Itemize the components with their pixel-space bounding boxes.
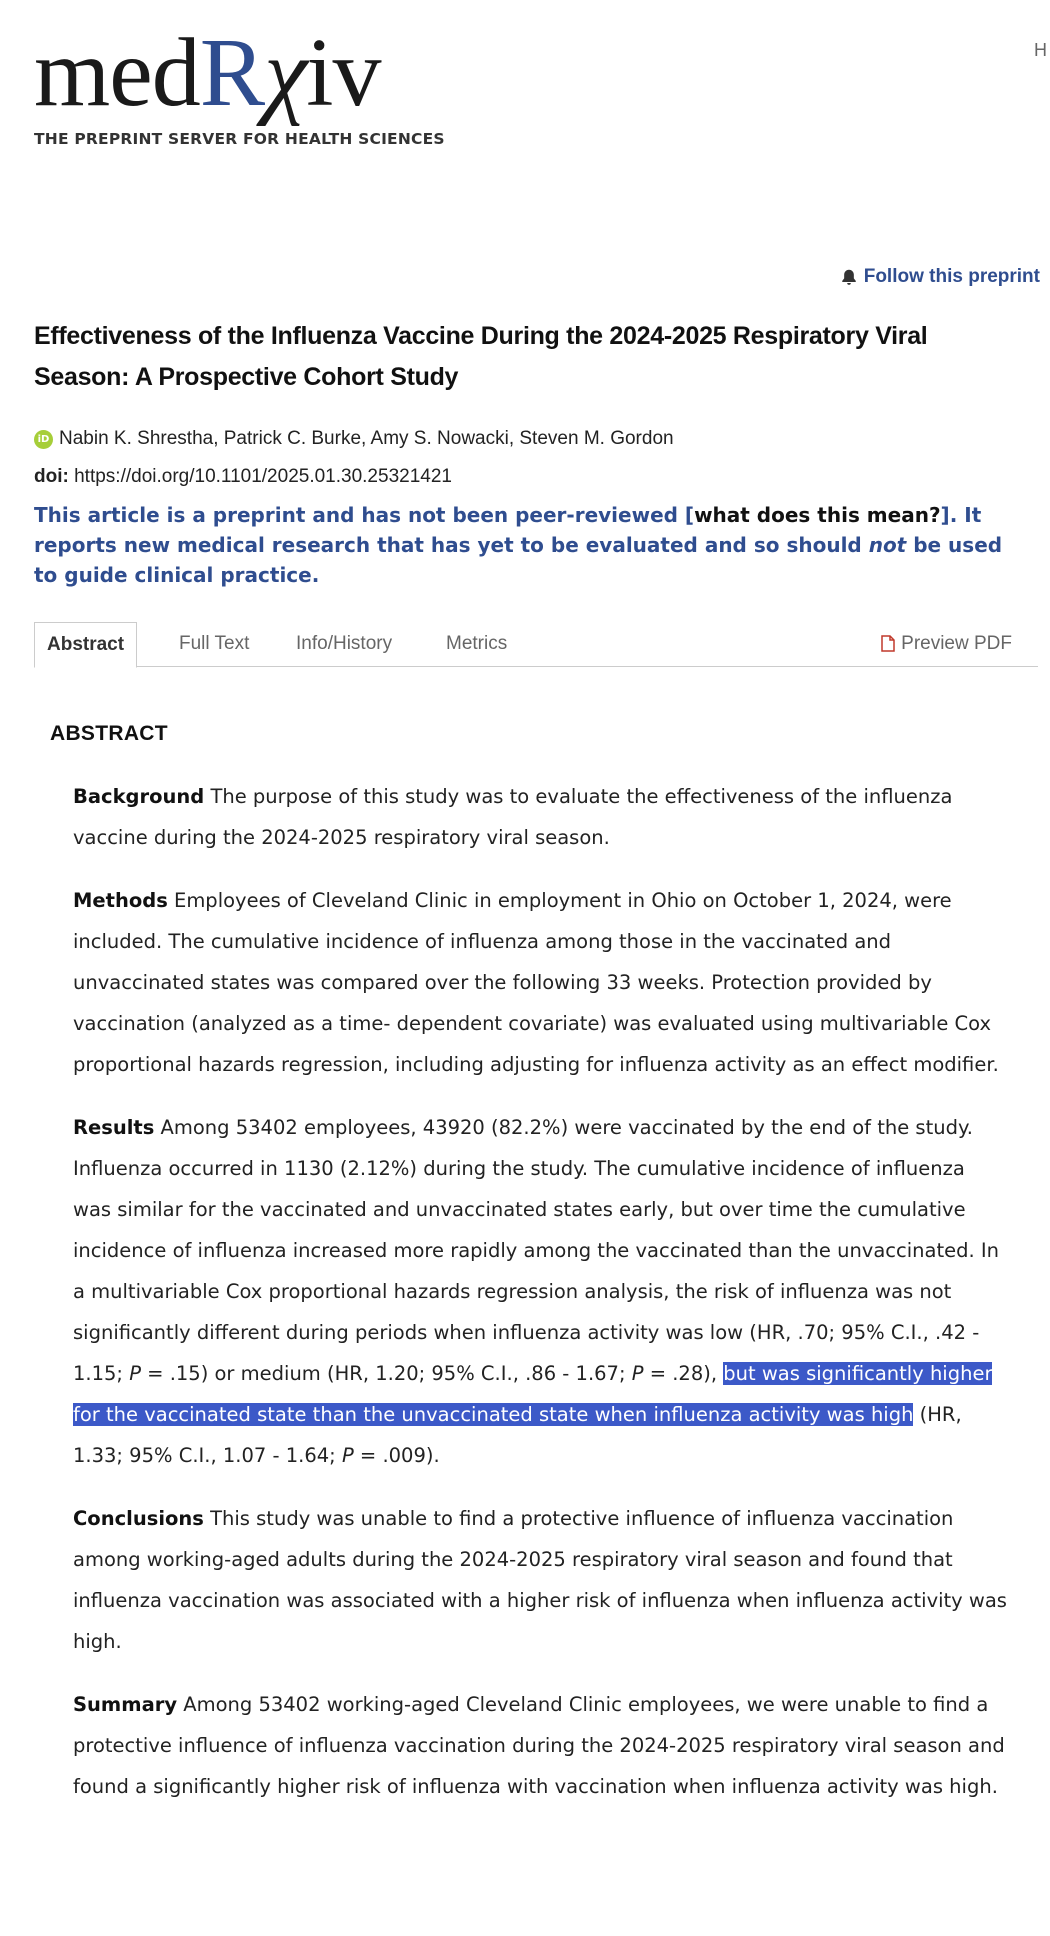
article-title: Effectiveness of the Influenza Vaccine During the 2024-2025 Respiratory Viral Season: A Prospective Cohort Study: [34, 322, 928, 391]
tab-info-history[interactable]: Info/History: [296, 633, 393, 654]
abstract-heading: ABSTRACT: [50, 722, 168, 745]
preprint-notice: This article is a preprint and has not been peer-reviewed [what does this mean?]. It reports new medical research that has yet to be evaluated and so should not be used to guide clinical practice.: [34, 503, 1003, 587]
preview-pdf-label: Preview PDF: [901, 632, 1012, 654]
abstract-summary: Summary Among 53402 working-aged Cleveland Clinic employees, we were unable to find a protective influence of influenza vaccination during the 2024-2025 respiratory viral season and found a significantly higher risk of influenza with vaccination when influenza activity was high.: [73, 1693, 1005, 1798]
tab-metrics[interactable]: Metrics: [446, 633, 508, 654]
follow-label: Follow this preprint: [863, 266, 1040, 287]
tab-full-text[interactable]: Full Text: [179, 633, 250, 654]
header-cut-off-link[interactable]: H: [1034, 40, 1047, 60]
doi-line: [34, 466, 452, 488]
doi-label: doi:: [34, 466, 69, 487]
authors-text[interactable]: Nabin K. Shrestha, Patrick C. Burke, Amy S. Nowacki, Steven M. Gordon: [59, 428, 674, 449]
bell-icon: [840, 268, 858, 286]
site-logo[interactable]: [34, 19, 445, 148]
article-tabs: [34, 622, 1038, 667]
what-does-this-mean-link[interactable]: what does this mean?: [694, 503, 941, 527]
abstract-results: Results Among 53402 employees, 43920 (82.2%) were vaccinated by the end of the study. Influenza occurred in 1130 (2.12%) during the study. The cumulative incidence of influenza was similar for the vaccinated and unvaccinated states early, but over time the cumulative incidence of influenza increased more rapidly among the vaccinated than the unvaccinated. In a multivariable Cox proportional hazards regression analysis, the risk of influenza was not significantly different during periods when influenza activity was low (HR, .70; 95% C.I., .42 - 1.15; P = .15) or medium (HR, 1.20; 95% C.I., .86 - 1.67; P = .28), but was significantly higher for the vaccinated state than the unvaccinated state when influenza activity was high (HR, 1.33; 95% C.I., 1.07 - 1.64; P = .009).: [73, 1116, 999, 1467]
selected-text-highlight: but was significantly higher for the vaccinated state than the unvaccinated state when influenza activity was high: [73, 1362, 993, 1426]
abstract-conclusions: Conclusions This study was unable to find a protective influence of influenza vaccination among working-aged adults during the 2024-2025 respiratory viral season and found that influenza vaccination was associated with a higher risk of influenza when influenza activity was high.: [73, 1507, 1007, 1653]
tab-preview-pdf[interactable]: [881, 622, 1012, 665]
doi-link[interactable]: https://doi.org/10.1101/2025.01.30.25321421: [74, 466, 452, 487]
orcid-icon[interactable]: iD: [34, 430, 53, 449]
abstract-background: Background The purpose of this study was to evaluate the effectiveness of the influenza vaccine during the 2024-2025 respiratory viral season.: [73, 785, 953, 849]
author-list: [34, 428, 674, 450]
tab-abstract[interactable]: Abstract: [34, 622, 137, 668]
abstract-body: [73, 776, 1008, 1829]
abstract-methods: Methods Employees of Cleveland Clinic in employment in Ohio on October 1, 2024, were included. The cumulative incidence of influenza among those in the vaccinated and unvaccinated states was compared over the following 33 weeks. Protection provided by vaccination (analyzed as a time- dependent covariate) was evaluated using multivariable Cox proportional hazards regression, including adjusting for influenza activity as an effect modifier.: [73, 889, 999, 1076]
follow-preprint-link[interactable]: [840, 266, 1040, 288]
logo-wordmark: medRχiv: [34, 19, 381, 127]
file-pdf-icon: [881, 635, 895, 652]
logo-tagline: THE PREPRINT SERVER FOR HEALTH SCIENCES: [34, 130, 445, 148]
